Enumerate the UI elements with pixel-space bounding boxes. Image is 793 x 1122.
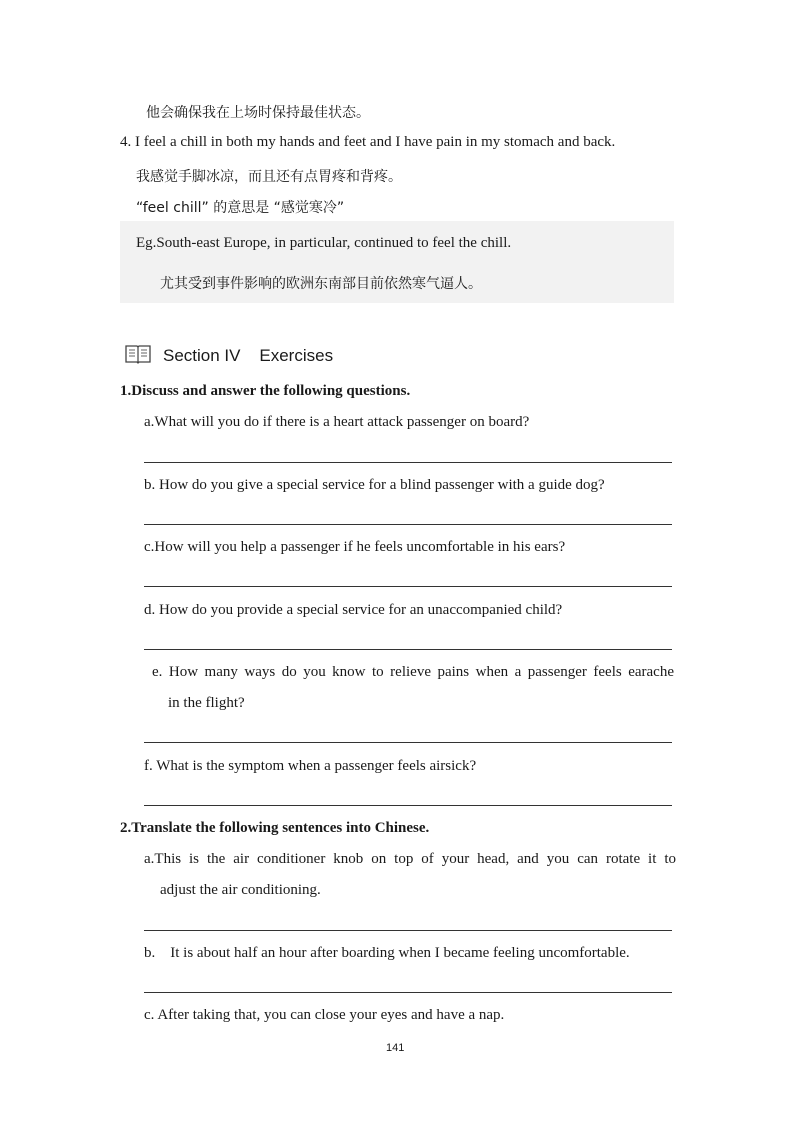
question-2c: c. After taking that, you can close your eyes and have a nap. xyxy=(144,1007,505,1023)
question-2a-line2: adjust the air conditioning. xyxy=(160,882,321,898)
question-1-heading: 1.Discuss and answer the following questions. xyxy=(120,383,411,399)
example-translation: 尤其受到事件影响的欧洲东南部目前依然寒气逼人。 xyxy=(160,276,482,292)
book-icon xyxy=(124,343,152,370)
question-2b: b. It is about half an hour after boarding when I became feeling uncomfortable. xyxy=(144,945,630,961)
answer-line-1a xyxy=(144,462,672,463)
answer-line-1b xyxy=(144,524,672,525)
answer-line-2b xyxy=(144,992,672,993)
answer-line-1e xyxy=(144,742,672,743)
answer-line-1f xyxy=(144,805,672,806)
section-title: Section IV Exercises xyxy=(163,346,334,365)
question-2a-line1: a.This is the air conditioner knob on top of your head, and you can rotate it to xyxy=(144,851,676,867)
phrase-meaning: “feel chill” 的意思是 “感觉寒冷” xyxy=(136,200,345,216)
continuation-translation: 他会确保我在上场时保持最佳状态。 xyxy=(146,105,370,121)
answer-line-1d xyxy=(144,649,672,650)
item-4-translation: 我感觉手脚冰凉，而且还有点胃疼和背疼。 xyxy=(136,169,402,185)
item-4-sentence: 4. I feel a chill in both my hands and feet and I have pain in my stomach and back. xyxy=(120,134,616,150)
question-1e-line2: in the flight? xyxy=(168,695,245,711)
example-sentence: Eg.South-east Europe, in particular, continued to feel the chill. xyxy=(136,235,512,251)
answer-line-1c xyxy=(144,586,672,587)
question-1e-line1: e. How many ways do you know to relieve pains when a passenger feels earache xyxy=(152,664,674,680)
question-1a: a.What will you do if there is a heart attack passenger on board? xyxy=(144,414,530,430)
question-1d: d. How do you provide a special service for an unaccompanied child? xyxy=(144,602,563,618)
page-number: 141 xyxy=(386,1042,405,1054)
question-1c: c.How will you help a passenger if he feels uncomfortable in his ears? xyxy=(144,539,566,555)
answer-line-2a xyxy=(144,930,672,931)
question-2-heading: 2.Translate the following sentences into Chinese. xyxy=(120,820,430,836)
question-1b: b. How do you give a special service for a blind passenger with a guide dog? xyxy=(144,477,605,493)
question-1f: f. What is the symptom when a passenger feels airsick? xyxy=(144,758,477,774)
